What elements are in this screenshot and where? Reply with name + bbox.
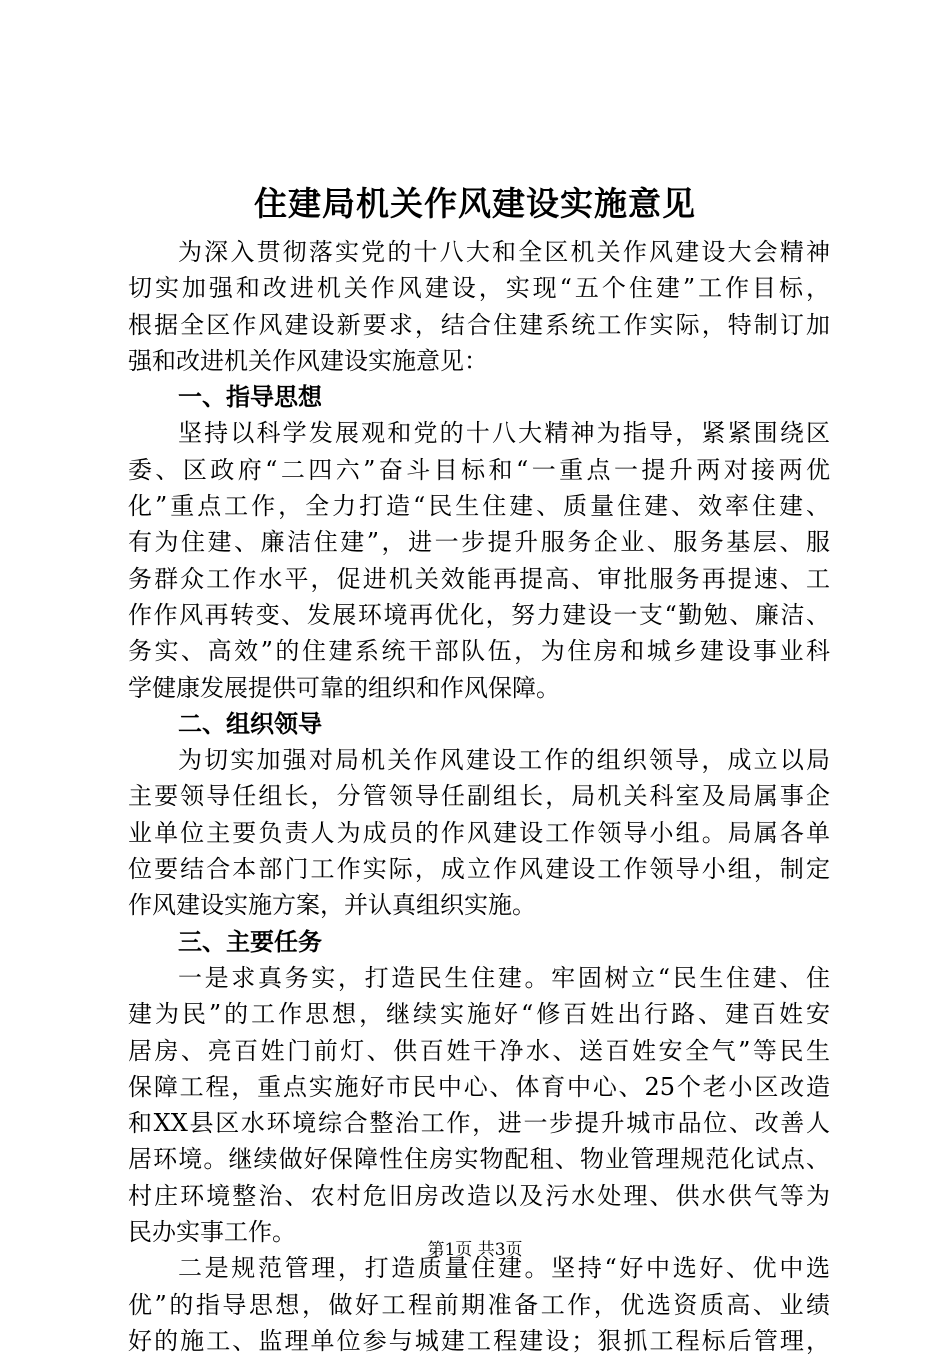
paragraph-line: 为切实加强对局机关作风建设工作的组织领导，成立以局	[178, 746, 830, 775]
paragraph-line: 委、区政府“二四六”奋斗目标和“一重点一提升两对接两优	[128, 455, 830, 484]
section-heading: 二、组织领导	[178, 709, 322, 738]
paragraph-line: 民办实事工作。	[128, 1218, 296, 1247]
paragraph-line: 务群众工作水平，促进机关效能再提高、审批服务再提速、工	[128, 564, 830, 593]
section-heading: 一、指导思想	[178, 383, 322, 412]
paragraph-line: 作风建设实施方案，并认真组织实施。	[128, 891, 536, 920]
paragraph-line: 强和改进机关作风建设实施意见：	[128, 346, 488, 375]
paragraph-line: 优”的指导思想，做好工程前期准备工作，优选资质高、业绩	[128, 1290, 830, 1319]
paragraph-line: 和XX县区水环境综合整治工作，进一步提升城市品位、改善人	[128, 1109, 830, 1138]
paragraph-line: 居环境。继续做好保障性住房实物配租、物业管理规范化试点、	[128, 1145, 830, 1174]
paragraph-line: 学健康发展提供可靠的组织和作风保障。	[128, 673, 560, 702]
paragraph-line: 根据全区作风建设新要求，结合住建系统工作实际，特制订加	[128, 310, 830, 339]
paragraph-line: 坚持以科学发展观和党的十八大精神为指导，紧紧围绕区	[178, 419, 830, 448]
page-footer: 第1页 共3页	[427, 1240, 523, 1260]
section-heading: 三、主要任务	[178, 927, 322, 956]
paragraph-line: 切实加强和改进机关作风建设，实现“五个住建”工作目标，	[128, 274, 830, 303]
paragraph-line: 位要结合本部门工作实际，成立作风建设工作领导小组，制定	[128, 855, 830, 884]
paragraph-line: 村庄环境整治、农村危旧房改造以及污水处理、供水供气等为	[128, 1181, 830, 1210]
paragraph-line: 为深入贯彻落实党的十八大和全区机关作风建设大会精神	[178, 238, 830, 266]
paragraph-line: 保障工程，重点实施好市民中心、体育中心、25个老小区改造	[128, 1072, 830, 1101]
paragraph-line: 二是规范管理，打造质量住建。坚持“好中选好、优中选	[178, 1254, 830, 1283]
paragraph-line: 主要领导任组长，分管领导任副组长，局机关科室及局属事企	[128, 782, 830, 811]
paragraph-line: 好的施工、监理单位参与城建工程建设；狠抓工程标后管理，	[128, 1326, 830, 1355]
paragraph-line: 有为住建、廉洁住建”，进一步提升服务企业、服务基层、服	[128, 528, 830, 557]
paragraph-line: 作作风再转变、发展环境再优化，努力建设一支“勤勉、廉洁、	[128, 600, 830, 629]
document-body	[128, 234, 830, 1359]
paragraph-line: 务实、高效”的住建系统干部队伍，为住房和城乡建设事业科	[128, 637, 830, 666]
paragraph-line: 化”重点工作，全力打造“民生住建、质量住建、效率住建、	[128, 492, 830, 521]
paragraph-line: 建为民”的工作思想，继续实施好“修百姓出行路、建百姓安	[128, 1000, 830, 1029]
paragraph-line: 居房、亮百姓门前灯、供百姓干净水、送百姓安全气”等民生	[128, 1036, 830, 1065]
document-title: 住建局机关作风建设实施意见	[254, 184, 696, 223]
paragraph-line: 业单位主要负责人为成员的作风建设工作领导小组。局属各单	[128, 818, 830, 847]
paragraph-line: 一是求真务实，打造民生住建。牢固树立“民生住建、住	[178, 963, 830, 992]
